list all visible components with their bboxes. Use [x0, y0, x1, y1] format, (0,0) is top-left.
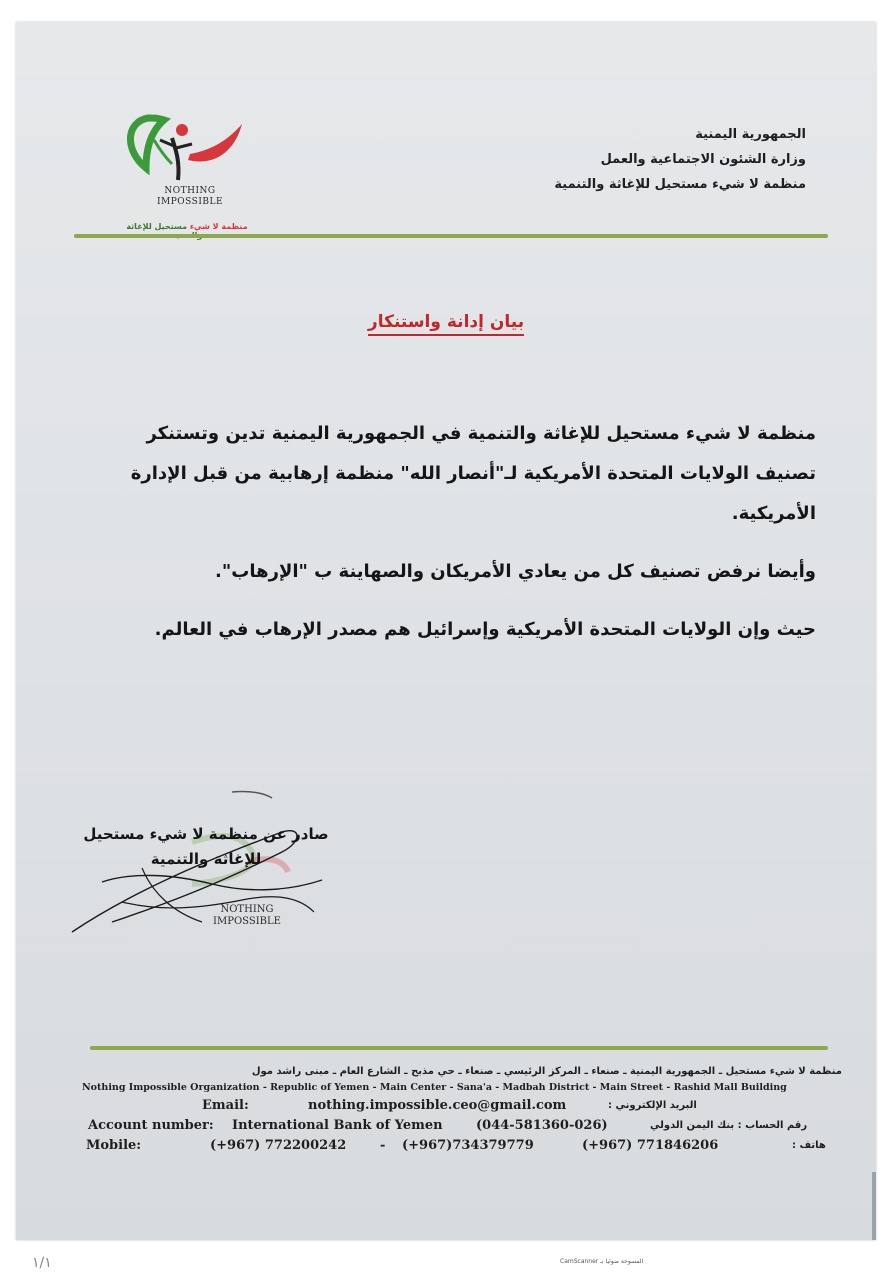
page-edge-shadow [872, 1172, 876, 1240]
page-number: ١/١ [32, 1255, 52, 1271]
stamp-text-en: NOTHING IMPOSSIBLE [213, 904, 281, 927]
footer-address-en: Nothing Impossible Organization - Republic of Yemen - Main Center - Sana'a - Madbah District - Main Street - Rashid Mall Building [82, 1082, 787, 1093]
logo-text-en: NOTHING IMPOSSIBLE [156, 186, 224, 207]
ministry-name: وزارة الشئون الاجتماعية والعمل [600, 152, 806, 167]
phone-2: (+967)734379779 [402, 1138, 534, 1153]
mobile-label-ar: هاتف : [792, 1140, 826, 1151]
document-page [16, 22, 876, 1240]
paragraph-3: حيث وإن الولايات المتحدة الأمريكية وإسرائيل هم مصدر الإرهاب في العالم. [154, 619, 816, 640]
footer-divider [90, 1046, 828, 1050]
phone-3: (+967) 771846206 [582, 1138, 719, 1153]
email-label-ar: البريد الإلكتروني : [608, 1100, 697, 1111]
logo-text-ar: منظمة لا شيء مستحيل للإغاثة [126, 222, 248, 231]
paragraph-1: منظمة لا شيء مستحيل للإغاثة والتنمية في الجمهورية اليمنية تدين وتستنكر تصنيف الولايات المتحدة الأمريكية لـ"أنصار الله" منظمة إرهابية من قبل الإدارة الأمريكية. [130, 423, 816, 524]
organization-name: منظمة لا شيء مستحيل للإغاثة والتنمية [554, 177, 806, 192]
footer-address-ar: منظمة لا شيء مستحيل ـ الجمهورية اليمنية ـ صنعاء ـ المركز الرئيسي ـ صنعاء ـ حي مذبح ـ الشارع العام ـ مبنى راشد مول [251, 1066, 842, 1077]
phone-1: (+967) 772200242 [210, 1138, 347, 1153]
letterhead-text [546, 122, 806, 197]
country-name: الجمهورية اليمنية [695, 127, 806, 142]
account-label-ar: رقم الحساب : بنك اليمن الدولي [650, 1120, 808, 1131]
account-bank: International Bank of Yemen [232, 1118, 443, 1133]
header-divider [74, 234, 828, 238]
mobile-label: Mobile: [86, 1138, 142, 1153]
phone-separator: - [380, 1138, 386, 1153]
email-label: Email: [202, 1098, 249, 1113]
footer-account-row [82, 1118, 842, 1138]
account-number: (044-581360-026) [476, 1118, 608, 1133]
footer-mobile-row [82, 1138, 842, 1158]
signature-scribble [52, 772, 352, 972]
statement-body [96, 414, 816, 650]
issuer-signature: صادر عن منظمة لا شيء مستحيل للإغاثة والتنمية [83, 825, 329, 868]
footer-email-row [82, 1098, 842, 1118]
email-address: nothing.impossible.ceo@gmail.com [308, 1098, 567, 1113]
account-label: Account number: [88, 1118, 214, 1133]
paragraph-2: وأيضا نرفض تصنيف كل من يعادي الأمريكان والصهاينة ب "الإرهاب". [215, 561, 816, 582]
scanner-watermark: المسوحة ضوئيا بـ CamScanner [560, 1258, 644, 1265]
statement-title: بيان إدانة واستنكار [16, 312, 876, 332]
organization-logo [116, 110, 266, 240]
